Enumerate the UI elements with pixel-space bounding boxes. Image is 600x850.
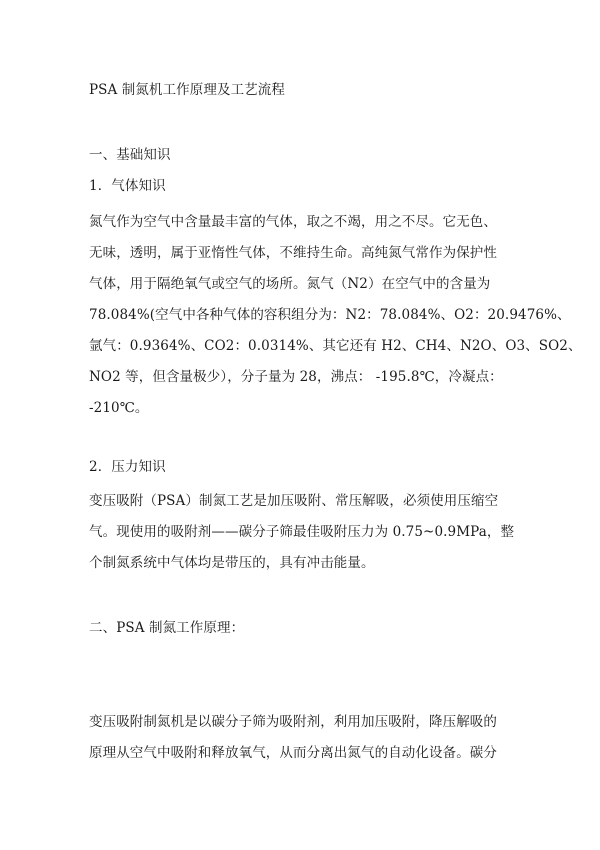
paragraph-line: 原理从空气中吸附和释放氧气，从而分离出氮气的自动化设备。碳分: [89, 745, 497, 761]
paragraph-line: 变压吸附制氮机是以碳分子筛为吸附剂，利用加压吸附，降压解吸的: [89, 714, 497, 730]
paragraph-line: 气体，用于隔绝氧气或空气的场所。氮气（N2）在空气中的含量为: [89, 276, 491, 292]
paragraph-line: 78.084%(空气中各种气体的容积组分为：N2：78.084%、O2：20.9476%、: [89, 307, 571, 323]
paragraph-psa-principle: [89, 707, 497, 769]
subsection-heading-gas: 1．气体知识: [89, 178, 166, 194]
section-heading-principle: 二、PSA 制氮工作原理：: [89, 620, 245, 636]
subsection-heading-pressure: 2．压力知识: [89, 459, 166, 475]
document-title: PSA 制氮机工作原理及工艺流程: [89, 82, 285, 98]
section-heading-basics: 一、基础知识: [89, 147, 171, 163]
paragraph-line: -210℃。: [89, 400, 149, 416]
paragraph-line: 无味，透明，属于亚惰性气体，不维持生命。高纯氮气常作为保护性: [89, 245, 497, 261]
paragraph-line: 氮气作为空气中含量最丰富的气体，取之不竭，用之不尽。它无色、: [89, 214, 497, 230]
paragraph-gas-knowledge: [89, 207, 582, 424]
paragraph-line: 气。现使用的吸附剂——碳分子筛最佳吸附压力为 0.75~0.9MPa，整: [89, 524, 515, 540]
paragraph-pressure-knowledge: [89, 486, 514, 579]
paragraph-line: NO2 等，但含量极少），分子量为 28，沸点： -195.8℃，冷凝点：: [89, 369, 503, 385]
paragraph-line: 氩气：0.9364%、CO2：0.0314%、其它还有 H2、CH4、N2O、O3、SO2、: [89, 338, 582, 354]
paragraph-line: 变压吸附（PSA）制氮工艺是加压吸附、常压解吸，必须使用压缩空: [89, 493, 499, 509]
paragraph-line: 个制氮系统中气体均是带压的，具有冲击能量。: [89, 555, 375, 571]
